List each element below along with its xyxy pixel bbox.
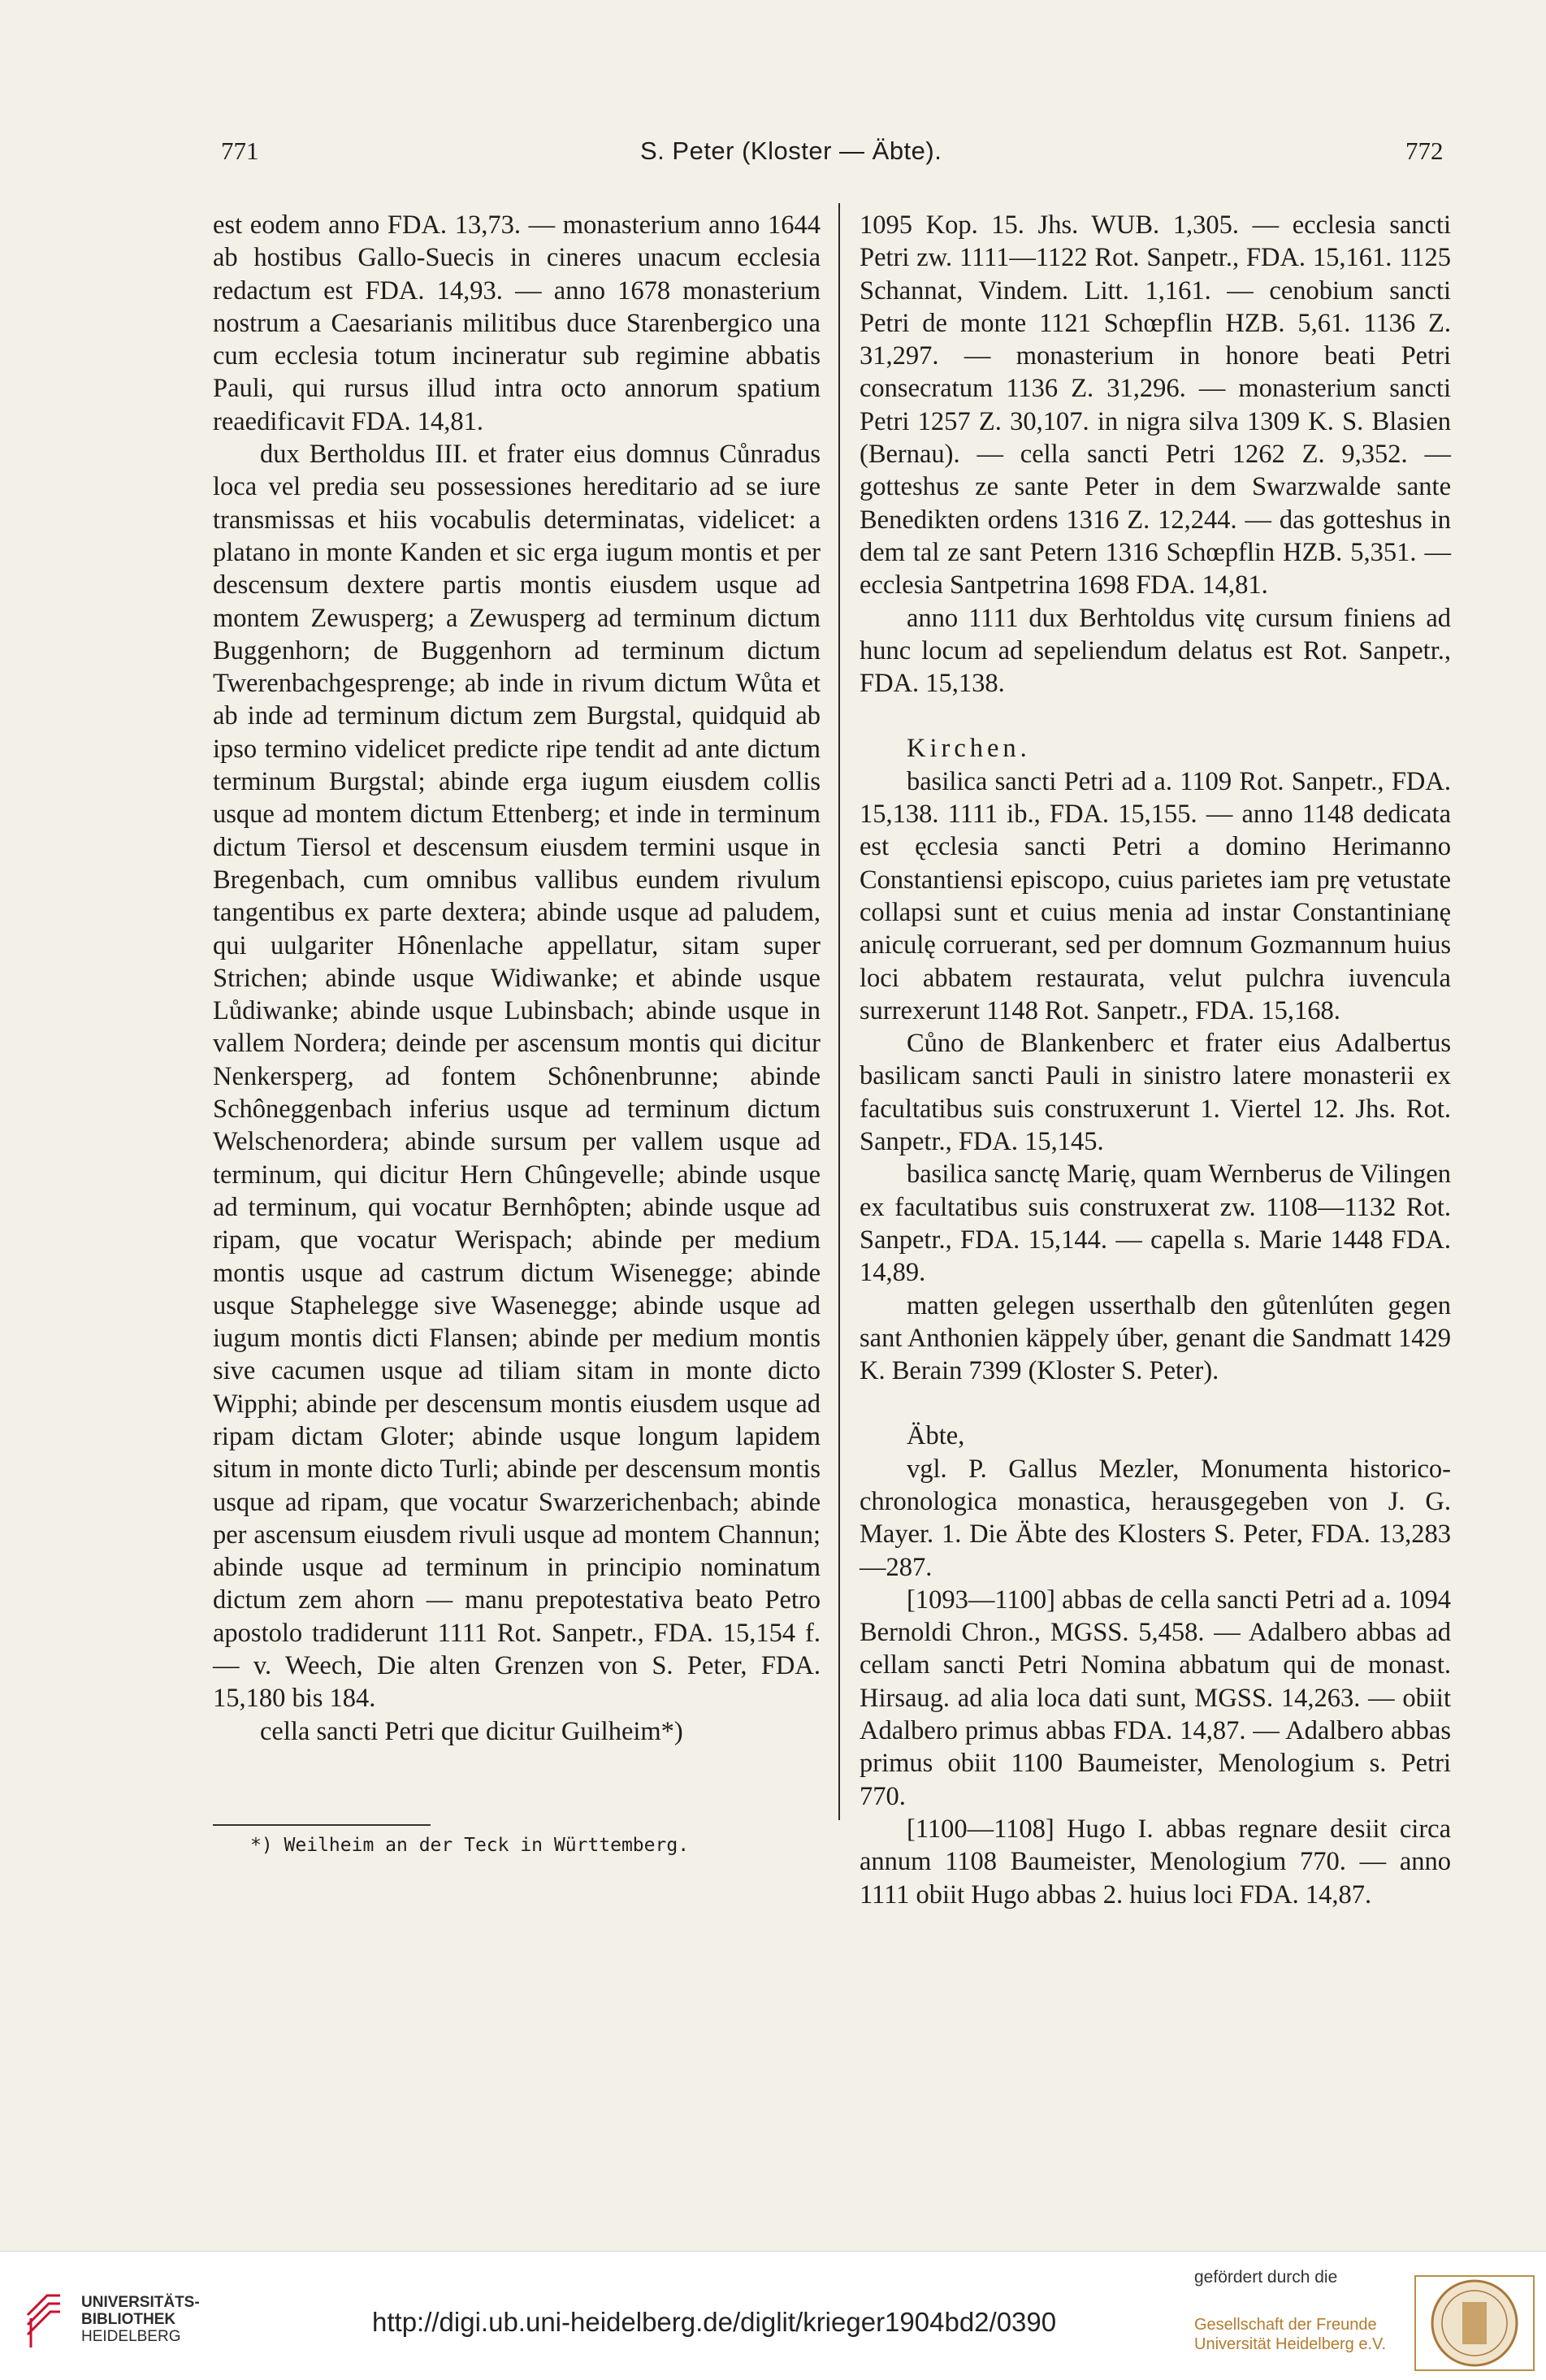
paragraph: basilica sanctę Marię, quam Wernberus de Vilingen ex facultatibus suis construxerat zw. 1108—1132 Rot. Sanpetr., FDA. 15,144. — capella s. Marie 1448 FDA. 14,89.: [860, 1160, 1451, 1288]
footnote-rule: [213, 1824, 431, 1826]
paragraph: 1095 Kop. 15. Jhs. WUB. 1,305. — ecclesia sancti Petri zw. 1111—1122 Rot. Sanpetr., FDA. 15,161. 1125 Schannat, Vindem. Litt. 1,161. — cenobium sancti Petri de monte 1121 Schœpflin HZB. 5,61. 1136 Z. 31,297. — monasterium in honore beati Petri consecratum 1136 Z. 31,296. — monasterium sancti Petri 1257 Z. 30,107. in nigra silva 1309 K. S. Blasien (Bernau). — cella sancti Petri 1262 Z. 9,352. — gotteshus ze sante Peter in dem Swarzwalde sante Benedikten ordens 1316 Z. 12,244. — das gotteshus in dem tal ze sant Petern 1316 Schœpflin HZB. 5,351. — ecclesia Santpetrina 1698 FDA. 14,81.: [860, 210, 1451, 600]
paragraph: [1100—1108] Hugo I. abbas regnare desiit circa annum 1108 Baumeister, Menologium 770. — anno 1111 obiit Hugo abbas 2. huius loci FDA. 14,87.: [860, 1814, 1451, 1910]
paragraph: cella sancti Petri que dicitur Guilheim*): [260, 1716, 683, 1746]
paragraph: dux Bertholdus III. et frater eius domnus Cůnradus loca vel predia seu possessiones hereditario ad se iure transmissas et hiis vocabulis determinatas, videlicet: a platano in monte Kanden et sic erga iugum montis et per descensum dextere partis montis eiusdem usque ad montem Zewusperg; a Zewusperg ad terminum dictum Buggenhorn; de Buggenhorn ad terminum dictum Twerenbachgesprenge; ab inde in rivum dictum Wůta et ab inde ad terminum dictum zem Burgstal, quidquid ab ipso termino videlicet predicte ripe tendit ad ante dictum terminum Burgstal; abinde erga iugum eiusdem collis usque ad montem dictum Ettenberg; et inde in terminum dictum Tiersol et descensum eiusdem termini usque in Bregenbach, cum omnibus vallibus eundem rivulum tangentibus ex parte dextera; abinde usque ad paludem, qui uulgariter Hônenlache appellatur, sitam super Strichen; abinde usque Widiwanke; et abinde usque Lůdiwanke; abinde usque Lubinsbach; abinde usque in vallem Nordera; deinde per ascensum montis qui dicitur Nenkersperg, ad fontem Schônenbrunne; abinde Schôneggenbach inferius usque ad terminum dictum Welschenordera; abinde sursum per vallem usque ad terminum, qui dicitur Hern Chûngevelle; abinde usque ad terminum, qui vocatur Bernhôpten; abinde usque ad ripam, que vocatur Werispach; abinde per medium montis usque ad castrum dictum Wisenegge; abinde usque Staphelegge sive Wasenegge; abinde usque ad iugum montis dicti Flansen; abinde per medium montis sive cacumen usque ad tiliam sitam in monte dicto Wipphi; abinde per descensum montis eiusdem usque ad ripam dictam Gloter; abinde usque longum lapidem situm in monte dicto Turli; abinde per descensum montis usque ad ripam, que vocatur Swarzerichenbach; abinde per ascensum eiusdem rivuli usque ad montem Channun; abinde usque ad terminum in principio nominatum dictum zem ahorn — manu prepotestativa beato Petro apostolo tradiderunt 1111 Rot. Sanpetr., FDA. 15,154 f. — v. Weech, Die alten Grenzen von S. Peter, FDA. 15,180 bis 184.: [213, 440, 821, 1714]
footnote: *) Weilheim an der Teck in Württemberg.: [250, 1835, 690, 1856]
library-name: UNIVERSITÄTS- BIBLIOTHEK HEIDELBERG: [81, 2294, 200, 2345]
right-page-number: 772: [1405, 137, 1444, 165]
permalink-url[interactable]: http://digi.ub.uni-heidelberg.de/diglit/krieger1904bd2/0390: [372, 2307, 1057, 2337]
paragraph: [1093—1100] abbas de cella sancti Petri ad a. 1094 Bernoldi Chron., MGSS. 5,458. — Adalbero abbas ad cellam sancti Petri Nomina abbatum qui de monast. Hirsaug. ad alia loca dati sunt, MGSS. 14,263. — obiit Adalbero primus abbas FDA. 14,87. — Adalbero abbas primus obiit 1100 Baumeister, Menologium s. Petri 770.: [860, 1584, 1451, 1811]
right-column: [860, 209, 1451, 1911]
left-page-number: 771: [221, 137, 259, 165]
running-title: S. Peter (Kloster — Äbte).: [640, 137, 942, 165]
spacer: [860, 1387, 1451, 1420]
society-name: Gesellschaft der Freunde Universität Heidelberg e.V.: [1194, 2316, 1387, 2353]
section-heading-aebte: Äbte,: [907, 1421, 965, 1451]
paragraph: matten gelegen usserthalb den gůtenlúten gegen sant Anthonien käppely úber, genant die Sandmatt 1429 K. Berain 7399 (Kloster S. Peter).: [860, 1290, 1451, 1386]
paragraph: basilica sancti Petri ad a. 1109 Rot. Sanpetr., FDA. 15,138. 1111 ib., FDA. 15,155. — anno 1148 dedicata est ęcclesia sancti Petri a domino Herimanno Constantiensi episcopo, cuius parietes iam prę vetustate collapsi sunt et cuius menia ad instar Constantinianę aniculę corruerant, sed per domnum Gozmannum huius loci abbatem restaurata, velut pulchra iuvencula surrexerunt 1148 Rot. Sanpetr., FDA. 15,168.: [860, 766, 1451, 1025]
left-column: [213, 209, 821, 1748]
university-library-logo-icon: [24, 2282, 63, 2356]
paragraph: anno 1111 dux Berhtoldus vitę cursum finiens ad hunc locum ad sepeliendum delatus est Rot. Sanpetr., FDA. 15,138.: [860, 603, 1451, 699]
footer-bar: [0, 2251, 1546, 2380]
society-seal-icon: [1414, 2274, 1535, 2372]
paragraph: vgl. P. Gallus Mezler, Monumenta historico-chronologica monastica, herausgegeben von J. G. Mayer. 1. Die Äbte des Klosters S. Peter, FDA. 13,283—287.: [860, 1454, 1451, 1582]
paragraph: est eodem anno FDA. 13,73. — monasterium anno 1644 ab hostibus Gallo-Suecis in cineres unacum ecclesia redactum est FDA. 14,93. — anno 1678 monasterium nostrum a Caesarianis militibus duce Starenbergico una cum ecclesia totum incineratur sub regimine abbatis Pauli, qui rursus illud intra octo annorum spatium reaedificavit FDA. 14,81.: [213, 210, 821, 436]
paragraph: Cůno de Blankenberc et frater eius Adalbertus basilicam sancti Pauli in sinistro latere monasterii ex facultatibus suis construxerunt 1. Viertel 12. Jhs. Rot. Sanpetr., FDA. 15,145.: [860, 1029, 1451, 1157]
funded-by-label: gefördert durch die: [1194, 2268, 1338, 2287]
section-heading-kirchen: Kirchen.: [907, 734, 1031, 764]
column-divider: [838, 203, 840, 1820]
spacer: [860, 700, 1451, 732]
